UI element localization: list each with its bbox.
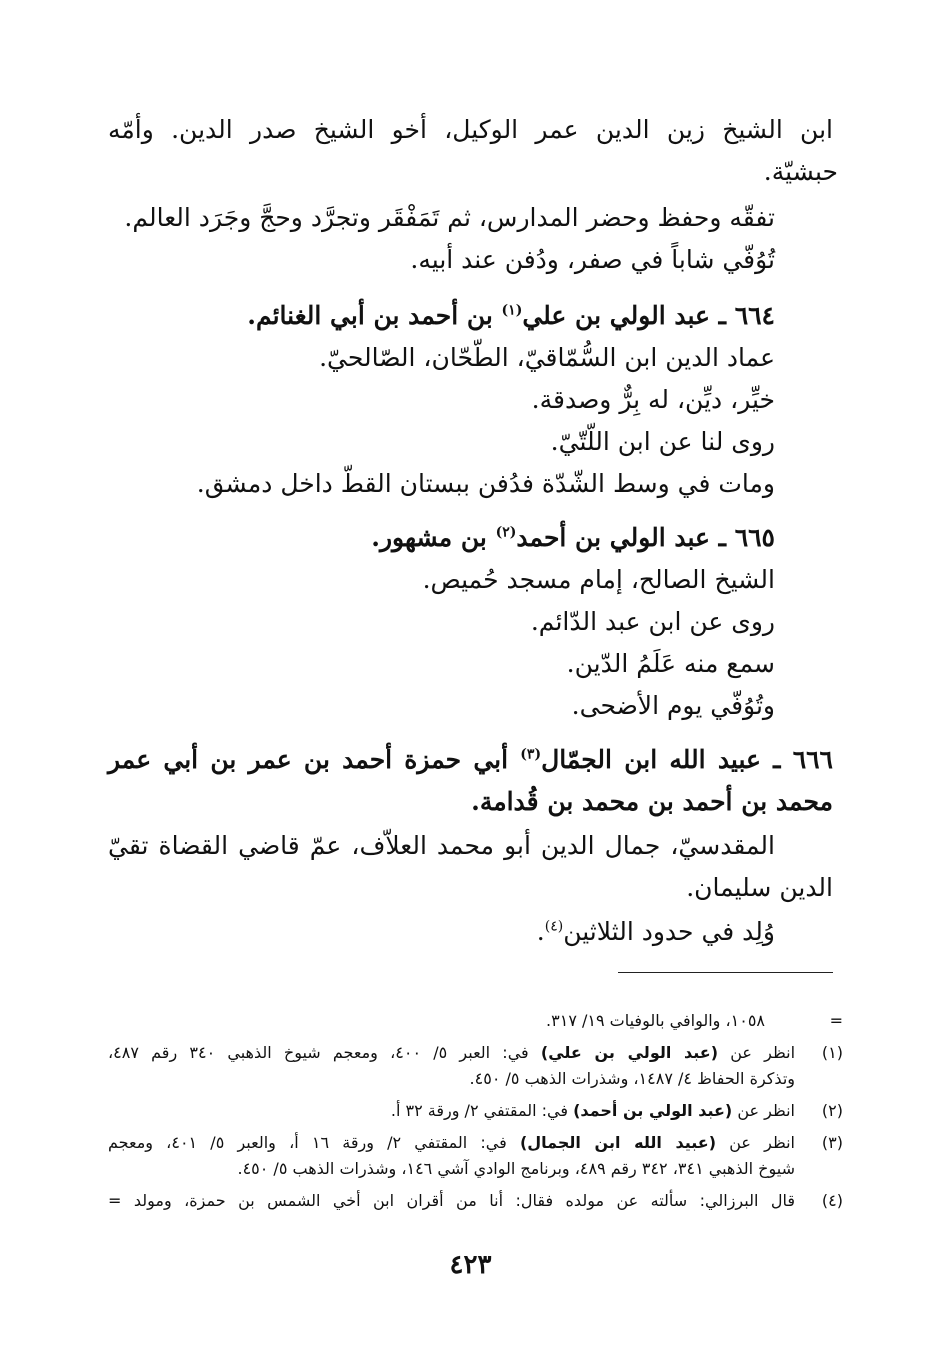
entry-664-line-1: عماد الدين ابن السُّمّاقيّ، الطّحّان، الصّالحيّ. — [319, 343, 775, 372]
entry-666-title: ٦٦٦ ـ عبيد الله ابن الجمّال — [541, 745, 833, 774]
entry-664-heading — [247, 296, 775, 336]
footnote-ref-2: (٢) — [495, 524, 517, 541]
entry-664-line-4: ومات في وسط الشّدّة فدُفن ببستان القطّ داخل دمشق. — [196, 469, 775, 498]
entry-666-heading-line-2: محمد بن أحمد بن محمد بن قُدامة. — [471, 787, 833, 816]
entry-665-line-1: الشيخ الصالح، إمام مسجد حُميص. — [422, 565, 775, 594]
footnote-2-intro: انظر عن — [732, 1101, 795, 1120]
footnote-4-number: (٤) — [821, 1191, 843, 1210]
footnote-2-number: (٢) — [821, 1101, 843, 1120]
entry-665-heading — [371, 518, 775, 558]
entry-664-line-2: خيِّر، ديِّن، له بِرٌّ وصدقة. — [531, 385, 775, 414]
entry-666-heading — [108, 740, 833, 780]
entry-666-line-1: المقدسيّ، جمال الدين أبو محمد العلاّف، عمّ قاضي القضاة تقيّ — [108, 831, 775, 860]
entry-665-line-3: سمع منه عَلَمُ الدّين. — [566, 649, 775, 678]
footnote-ref-4: (٤) — [544, 918, 564, 935]
body-line-1: ابن الشيخ زين الدين عمر الوكيل، أخو الشيخ صدر الدين. وأمّه — [108, 115, 833, 144]
entry-664-line-3: روى لنا عن ابن اللّتّيّ. — [550, 427, 775, 456]
footnote-1-subject: (عبد الولي بن علي) — [540, 1043, 719, 1062]
footnote-3-line-1 — [108, 1130, 795, 1156]
entry-666-lineage: أبي حمزة أحمد بن عمر بن أبي عمر — [108, 745, 521, 774]
footnote-separator — [618, 972, 833, 973]
footnote-3-sources: في: المقتفي ٢/ ورقة ١٦ أ، والعبر ٥/ ٤٠١، ومعجم — [108, 1133, 520, 1152]
entry-666-line-3 — [537, 912, 775, 952]
footnote-1-intro: انظر عن — [718, 1043, 796, 1062]
entry-664-title: ٦٦٤ ـ عبد الولي بن علي — [522, 301, 775, 330]
footnote-1-number: (١) — [821, 1043, 843, 1062]
footnote-2-sources: في: المقتفي ٢/ ورقة ٣٢ أ. — [390, 1101, 574, 1120]
footnote-3-line-2: شيوخ الذهبي ٣٤١، ٣٤٢ رقم ٤٨٩، وبرنامج الوادي آشي ١٤٦، وشذرات الذهب ٥/ ٤٥٠. — [237, 1159, 795, 1178]
footnote-1-sources: في: العبر ٥/ ٤٠٠، ومعجم شيوخ الذهبي ٣٤٠ رقم ٤٨٧، — [108, 1043, 541, 1062]
entry-665-line-2: روى عن ابن عبد الدّائم. — [530, 607, 775, 636]
entry-665-lineage: بن مشهور. — [371, 523, 496, 552]
entry-664-lineage: بن أحمد بن أبي الغنائم. — [247, 301, 502, 330]
footnote-ref-3: (٣) — [520, 746, 542, 763]
footnote-ref-1: (١) — [501, 302, 523, 319]
footnote-4-line-1: قال البرزالي: سألته عن مولده فقال: أنا من أقران ابن أخي الشمس بن حمزة، ومولد = — [108, 1191, 795, 1210]
entry-666-birth: وُلِد في حدود الثلاثين — [563, 917, 775, 946]
entry-666-line-2: الدين سليمان. — [686, 873, 833, 902]
footnote-continuation-mark: = — [829, 1011, 843, 1030]
entry-666-period: . — [536, 917, 545, 946]
footnote-1-line-2: وتذكرة الحفاظ ٤/ ١٤٨٧، وشذرات الذهب ٥/ ٤٥٠. — [469, 1069, 795, 1088]
body-line-3: تفقّه وحفظ وحضر المدارس، ثم تَمَفْقَر وتجرَّد وحجَّ وجَرَد العالم. — [124, 203, 775, 232]
entry-665-line-4: وتُوُفّي يوم الأضحى. — [571, 691, 775, 720]
body-line-2: حبشيّة. — [763, 157, 838, 186]
footnote-continuation-text: ١٠٥٨، والوافي بالوفيات ١٩/ ٣١٧. — [546, 1011, 765, 1030]
body-line-4: تُوُفّي شاباً في صفر، ودُفن عند أبيه. — [410, 245, 775, 274]
entry-665-title: ٦٦٥ ـ عبد الولي بن أحمد — [516, 523, 775, 552]
page-number: ٤٢٣ — [449, 1250, 492, 1280]
footnote-2-subject: (عبد الولي بن أحمد) — [573, 1101, 733, 1120]
footnote-2-line-1 — [108, 1098, 795, 1124]
footnote-3-subject: (عبيد الله ابن الجمال) — [519, 1133, 717, 1152]
footnote-3-intro: انظر عن — [716, 1133, 796, 1152]
footnote-1-line-1 — [108, 1040, 795, 1066]
footnote-3-number: (٣) — [821, 1133, 843, 1152]
